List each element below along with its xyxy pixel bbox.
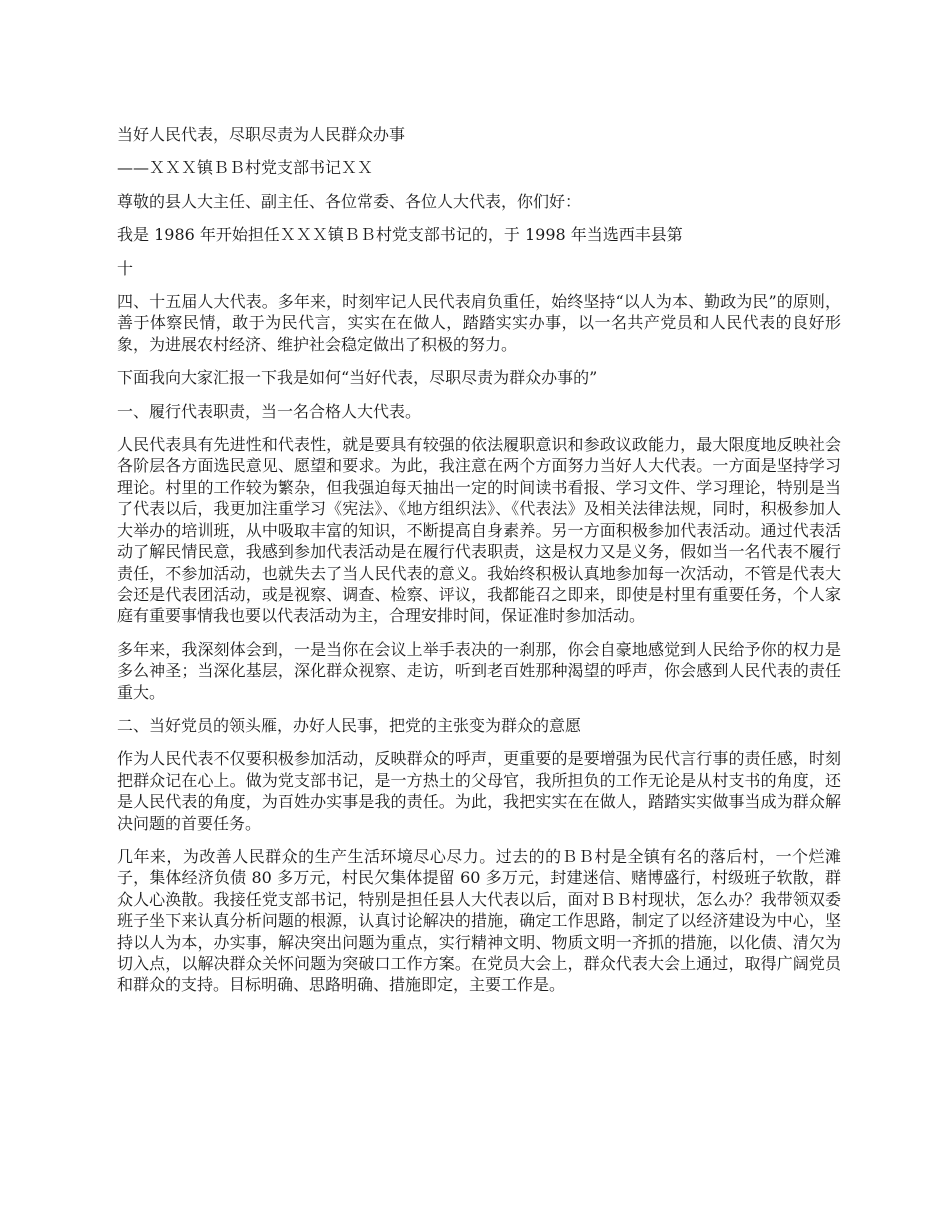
paragraph: 人民代表具有先进性和代表性，就是要具有较强的依法履职意识和参政议政能力，最大限度地反映社会各阶层各方面选民意见、愿望和要求。为此，我注意在两个方面努力当好人大代表。一方面是坚持学习理论。村里的工作较为繁杂，但我强迫每天抽出一定的时间读书看报、学习文件、学习理论，特别是当了代表以后，我更加注重学习《宪法》、《地方组织法》、《代表法》及相关法律法规，同时，积极参加人大举办的培训班，从中吸取丰富的知识，不断提高自身素养。另一方面积极参加代表活动。通过代表活动了解民情民意，我感到参加代表活动是在履行代表职责，这是权力又是义务，假如当一名代表不履行责任，不参加活动，也就失去了当人民代表的意义。我始终积极认真地参加每一次活动，不管是代表大会还是代表团活动，或是视察、调查、检察、评议，我都能召之即来，即使是村里有重要任务，个人家庭有重要事情我也要以代表活动为主，合理安排时间，保证准时参加活动。 xyxy=(117,435,841,626)
paragraph: 作为人民代表不仅要积极参加活动，反映群众的呼声，更重要的是要增强为民代言行事的责任感，时刻把群众记在心上。做为党支部书记，是一方热土的父母官，我所担负的工作无论是从村支书的角度，还是人民代表的角度，为百姓办实事是我的责任。为此，我把实实在在做人，踏踏实实做事当成为群众解决问题的首要任务。 xyxy=(117,749,841,833)
document-page xyxy=(117,124,841,1008)
paragraph: 下面我向大家汇报一下我是如何“当好代表，尽职尽责为群众办事的” xyxy=(117,368,598,388)
document-byline: ——ＸＸＸ镇ＢＢ村党支部书记ＸＸ xyxy=(117,158,374,178)
paragraph: 我是 1986 年开始担任ＸＸＸ镇ＢＢ村党支部书记的，于 1998 年当选西丰县第 xyxy=(117,225,683,245)
paragraph: 四、十五届人大代表。多年来，时刻牢记人民代表肩负重任，始终坚持“以人为本、勤政为民”的原则，善于体察民情，敢于为民代言，实实在在做人，踏踏实实办事，以一名共产党员和人民代表的良好形象，为进展农村经济、维护社会稳定做出了积极的努力。 xyxy=(117,292,841,354)
section-heading: 一、履行代表职责，当一名合格人大代表。 xyxy=(117,401,422,421)
section-heading: 二、当好党员的领头雁，办好人民事，把党的主张变为群众的意愿 xyxy=(117,715,582,735)
document-title: 当好人民代表，尽职尽责为人民群众办事 xyxy=(117,125,406,144)
paragraph: 十 xyxy=(117,258,134,278)
paragraph: 几年来，为改善人民群众的生产生活环境尽心尽力。过去的的ＢＢ村是全镇有名的落后村，一个烂滩子，集体经济负债 80 多万元，村民欠集体提留 60 多万元，封建迷信、赌博盛行，村级班子软散，群众人心涣散。我接任党支部书记，特别是担任县人大代表以后，面对ＢＢ村现状，怎么办？我带领双委班子坐下来认真分析问题的根源，认真讨论解决的措施，确定工作思路，制定了以经济建设为中心，坚持以人为本，办实事，解决突出问题为重点，实行精神文明、物质文明一齐抓的措施，以化债、清欠为切入点，以解决群众关怀问题为突破口工作方案。在党员大会上，群众代表大会上通过，取得广阔党员和群众的支持。目标明确、思路明确、措施即定，主要工作是。 xyxy=(117,846,841,995)
paragraph: 多年来，我深刻体会到，一是当你在会议上举手表决的一刹那，你会自豪地感觉到人民给予你的权力是多么神圣；当深化基层，深化群众视察、走访，听到老百姓那种渴望的呼声，你会感到人民代表的责任重大。 xyxy=(117,639,841,702)
greeting: 尊敬的县人大主任、副主任、各位常委、各位人大代表，你们好： xyxy=(117,191,582,211)
